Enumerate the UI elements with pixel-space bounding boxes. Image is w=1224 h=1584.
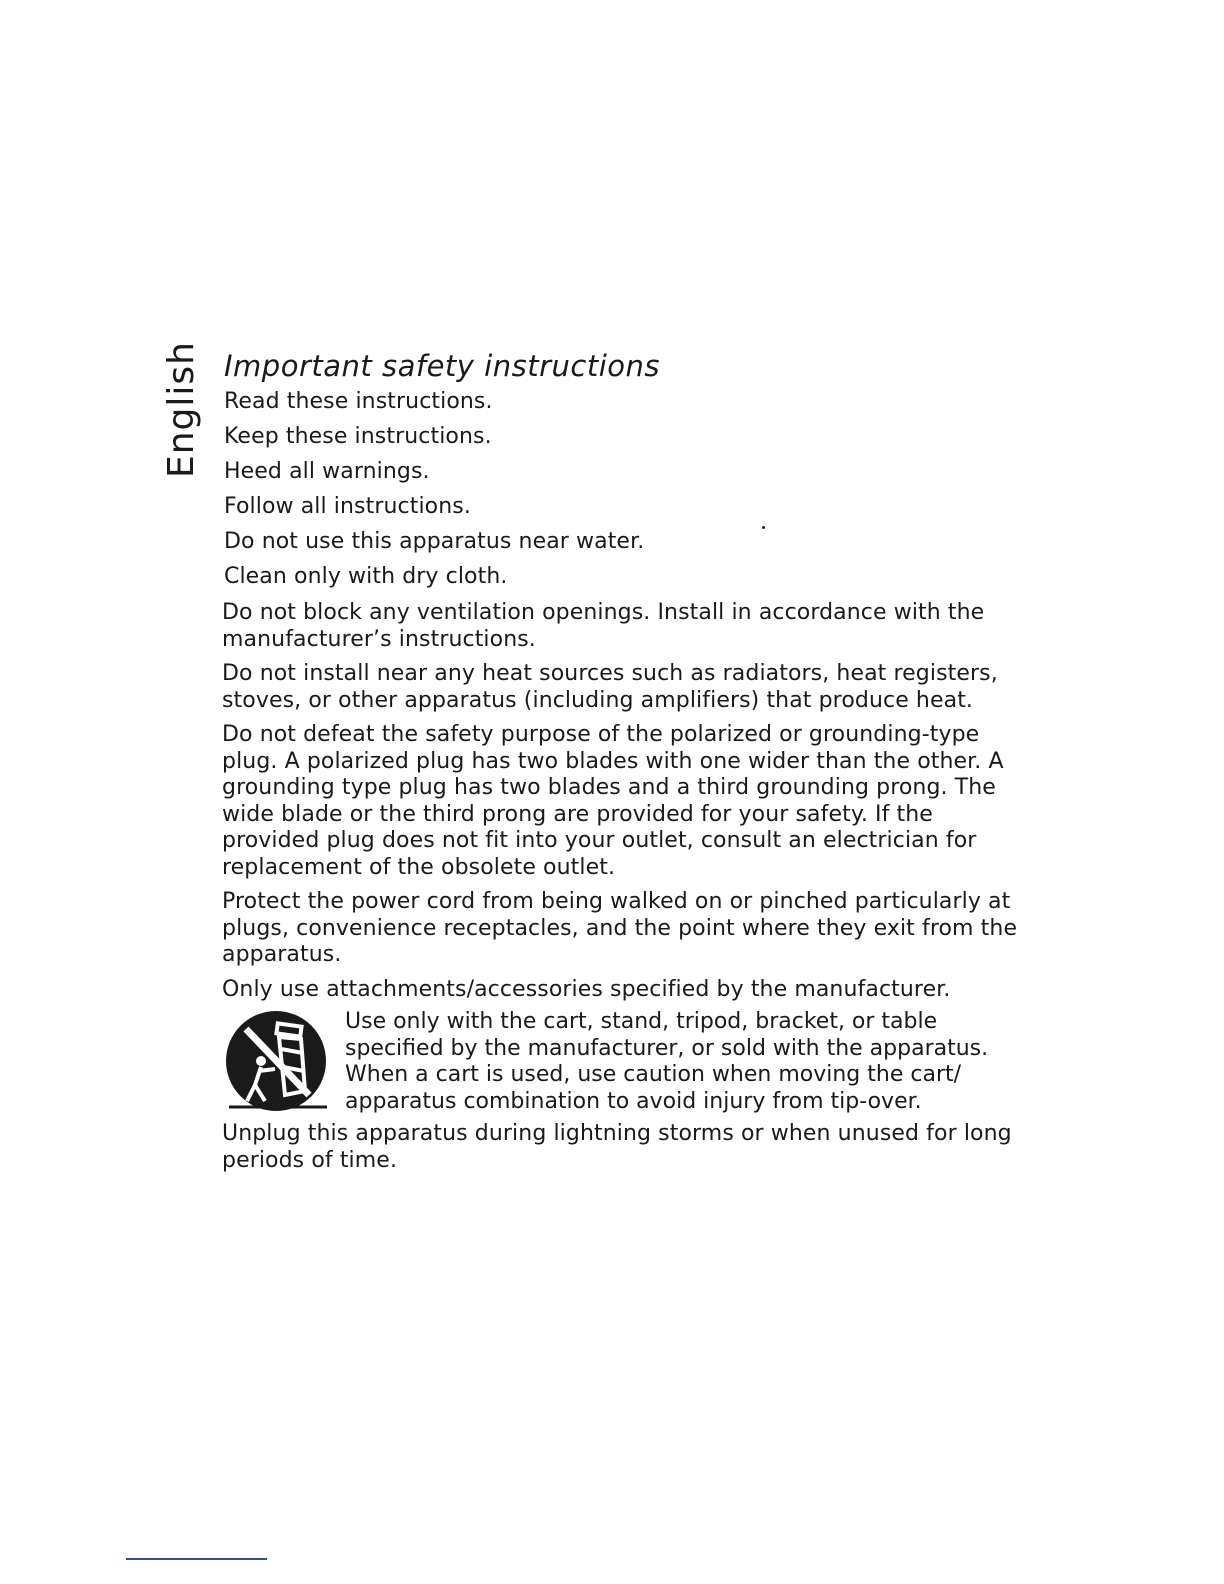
paragraph-line: Only use attachments/accessories specified by the manufacturer. (222, 976, 951, 1002)
instruction-item: Keep these instructions. (224, 424, 492, 449)
paragraph-line: specified by the manufacturer, or sold with the apparatus. (345, 1035, 989, 1061)
instruction-item: Read these instructions. (224, 389, 493, 414)
cart-warning-block (221, 1009, 1021, 1129)
paragraph-line: Do not install near any heat sources such as radiators, heat registers, (222, 661, 998, 686)
paragraph-line: wide blade or the third prong are provided for your safety. If the (222, 801, 933, 827)
paragraph-line: Do not defeat the safety purpose of the polarized or grounding-type (222, 722, 980, 747)
page-title: Important safety instructions (224, 349, 660, 383)
paragraph-line: apparatus combination to avoid injury from tip-over. (345, 1088, 922, 1114)
instruction-item: Do not use this apparatus near water. (224, 529, 645, 554)
instruction-item: Follow all instructions. (224, 494, 471, 519)
paragraph-line: grounding type plug has two blades and a third grounding prong. The (222, 775, 996, 800)
attachments-paragraph (222, 977, 1021, 1004)
language-side-tab: English (161, 341, 202, 478)
paragraph-line: provided plug does not fit into your outlet, consult an electrician for (222, 828, 977, 853)
instruction-item: Clean only with dry cloth. (224, 564, 508, 589)
paragraph-line: When a cart is used, use caution when moving the cart/ (345, 1062, 962, 1087)
paragraph-line: apparatus. (222, 942, 342, 967)
safety-instructions-section (221, 348, 1021, 1182)
paragraph-line: stoves, or other apparatus (including amplifiers) that produce heat. (222, 687, 974, 713)
paragraph-line: Protect the power cord from being walked on or pinched particularly at (222, 889, 1011, 914)
footer-rule (126, 1558, 267, 1560)
paragraph-line: periods of time. (222, 1147, 398, 1173)
cart-tip-over-warning-icon (221, 1009, 335, 1113)
power-cord-paragraph (222, 889, 1021, 969)
instruction-item: Heed all warnings. (224, 459, 430, 484)
paragraph-line: Use only with the cart, stand, tripod, bracket, or table (345, 1009, 938, 1034)
cart-warning-text (345, 1009, 1005, 1115)
paragraph-line: plugs, convenience receptacles, and the point where they exit from the (222, 915, 1018, 941)
paragraph-line: plug. A polarized plug has two blades with one wider than the other. A (222, 748, 1004, 774)
paragraph-line: replacement of the obsolete outlet. (222, 854, 616, 880)
paragraph-line: Unplug this apparatus during lightning storms or when unused for long (222, 1121, 1012, 1146)
paragraph-line: Do not block any ventilation openings. Install in accordance with the (222, 600, 985, 625)
paragraph-line: manufacturer’s instructions. (222, 626, 536, 652)
polarized-plug-paragraph (222, 722, 1021, 881)
heat-sources-paragraph (222, 661, 1021, 714)
ventilation-paragraph (222, 600, 1021, 653)
